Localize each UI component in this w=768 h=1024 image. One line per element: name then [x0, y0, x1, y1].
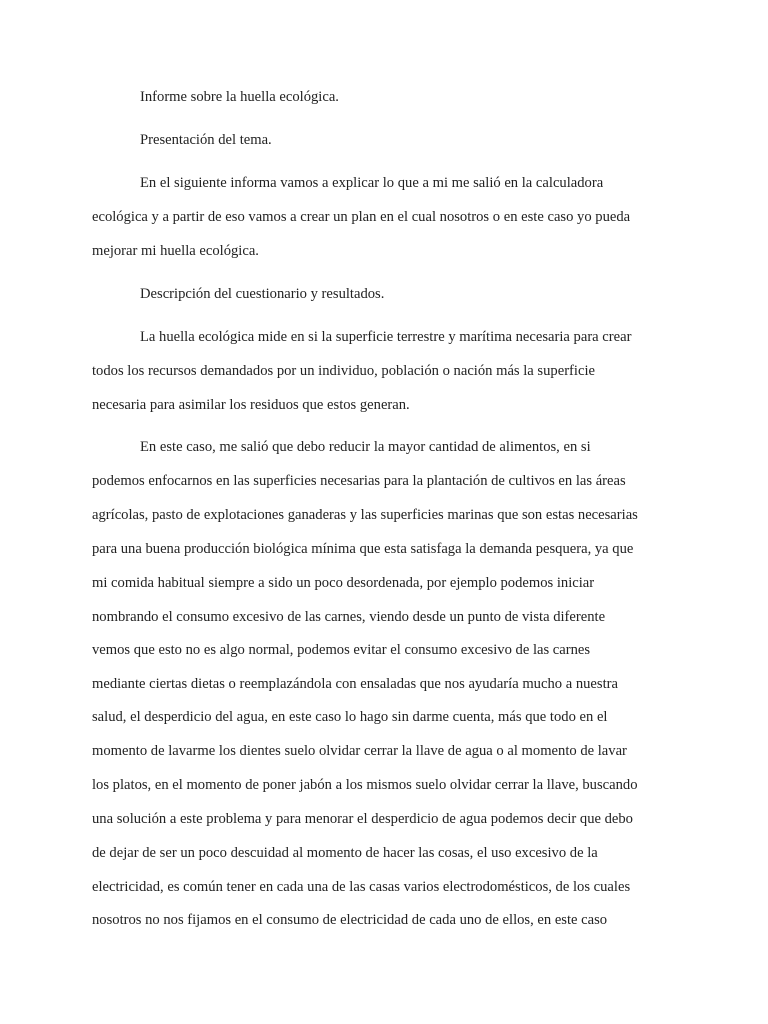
- paragraph-line: para una buena producción biológica mínima que esta satisfaga la demanda pesquera, ya que: [92, 541, 634, 557]
- section-heading-presentation: Presentación del tema.: [140, 132, 272, 148]
- paragraph-line: una solución a este problema y para menorar el desperdicio de agua podemos decir que debo: [92, 811, 633, 827]
- paragraph-line: mejorar mi huella ecológica.: [92, 243, 259, 259]
- paragraph-line: salud, el desperdicio del agua, en este caso lo hago sin darme cuenta, más que todo en el: [92, 709, 608, 725]
- section-heading-description: Descripción del cuestionario y resultados.: [140, 286, 385, 302]
- paragraph-line: En este caso, me salió que debo reducir la mayor cantidad de alimentos, en si: [140, 439, 591, 455]
- paragraph-line: mi comida habitual siempre a sido un poco desordenada, por ejemplo podemos iniciar: [92, 575, 595, 591]
- paragraph-line: los platos, en el momento de poner jabón a los mismos suelo olvidar cerrar la llave, buscando: [92, 777, 638, 793]
- paragraph-line: todos los recursos demandados por un individuo, población o nación más la superficie: [92, 363, 595, 379]
- paragraph-line: agrícolas, pasto de explotaciones ganaderas y las superficies marinas que son estas necesarias: [92, 507, 638, 523]
- document-title: Informe sobre la huella ecológica.: [140, 89, 339, 105]
- paragraph-line: momento de lavarme los dientes suelo olvidar cerrar la llave de agua o al momento de lavar: [92, 743, 627, 759]
- paragraph-line: nosotros no nos fijamos en el consumo de electricidad de cada uno de ellos, en este caso: [92, 912, 608, 928]
- paragraph-line: nombrando el consumo excesivo de las carnes, viendo desde un punto de vista diferente: [92, 609, 606, 625]
- paragraph-line: necesaria para asimilar los residuos que estos generan.: [92, 397, 410, 413]
- paragraph-line: electricidad, es común tener en cada una de las casas varios electrodomésticos, de los cuales: [92, 879, 631, 895]
- paragraph-line: de dejar de ser un poco descuidad al momento de hacer las cosas, el uso excesivo de la: [92, 845, 598, 861]
- paragraph-line: vemos que esto no es algo normal, podemos evitar el consumo excesivo de las carnes: [92, 642, 591, 658]
- paragraph-line: mediante ciertas dietas o reemplazándola con ensaladas que nos ayudaría mucho a nuestra: [92, 676, 618, 692]
- paragraph-line: ecológica y a partir de eso vamos a crear un plan en el cual nosotros o en este caso yo pueda: [92, 209, 631, 225]
- paragraph-line: podemos enfocarnos en las superficies necesarias para la plantación de cultivos en las áreas: [92, 473, 626, 489]
- paragraph-line: En el siguiente informa vamos a explicar lo que a mi me salió en la calculadora: [140, 175, 604, 191]
- paragraph-line: La huella ecológica mide en si la superficie terrestre y marítima necesaria para crear: [140, 329, 632, 345]
